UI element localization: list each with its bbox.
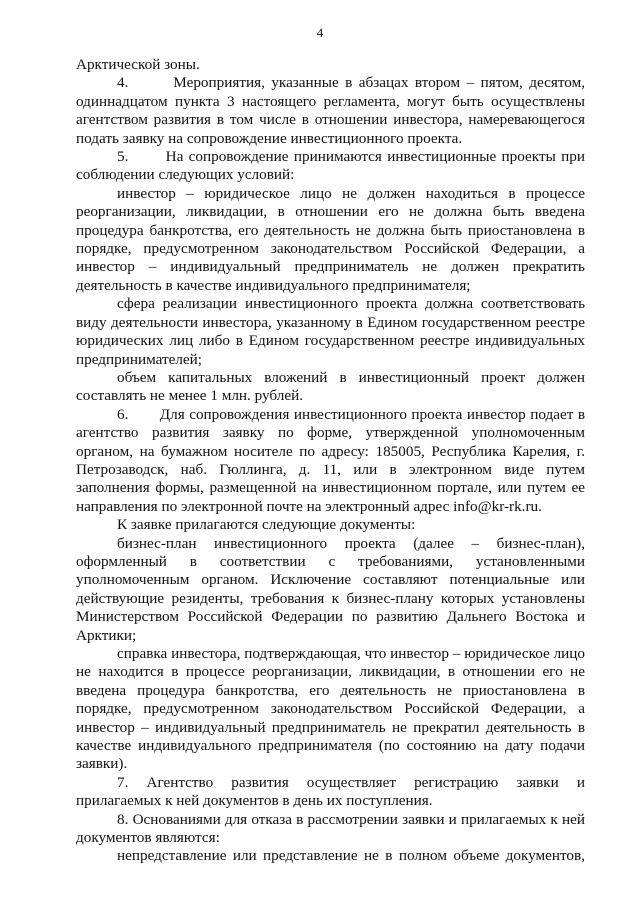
paragraph: 7. Агентство развития осуществляет регистрацию заявки и прилагаемых к ней документов в день их поступления. [76, 773, 585, 810]
paragraph: непредставление или представление не в полном объеме документов, [117, 847, 585, 865]
page-number: 4 [316, 25, 324, 40]
paragraph: 6. Для сопровождения инвестиционного проекта инвестор подает в агентство развития заявку по форме, утвержденной уполномоченным органом, на бумажном носителе по адресу: 185005, Республика Карелия, г. Петрозаводск, наб. Гюллинга, д. 11, или в электронном виде путем заполнения формы, размещенной на инвестиционном портале, или путем ее направления по электронной почте на электронный адрес info@kr-rk.ru. [76, 405, 585, 515]
paragraph: справка инвестора, подтверждающая, что инвестор – юридическое лицо не находится в процессе реорганизации, ликвидации, в отношении его не введена процедура банкротства, его деятельность не приостановлена в порядке, предусмотренном законодательством Российской Федерации, а инвестор – индивидуальный предприниматель не прекратил деятельность в качестве индивидуального предпринимателя (по состоянию на дату подачи заявки). [76, 645, 585, 773]
paragraph: Арктической зоны. [76, 56, 200, 73]
paragraph: инвестор – юридическое лицо не должен находиться в процессе реорганизации, ликвидации, в отношении его не должна быть введена процедура банкротства, его деятельность не должна быть приостановлена в порядке, предусмотренном законодательством Российской Федерации, а инвестор – индивидуальный предприниматель не должен прекратить деятельность в качестве индивидуального предпринимателя; [76, 184, 585, 294]
paragraph: объем капитальных вложений в инвестиционный проект должен составлять не менее 1 млн. рублей. [76, 368, 585, 405]
paragraph: 5. На сопровождение принимаются инвестиционные проекты при соблюдении следующих условий: [76, 148, 585, 184]
paragraph: 4. Мероприятия, указанные в абзацах втором – пятом, десятом, одиннадцатом пункта 3 настоящего регламента, могут быть осуществлены агентством развития в том числе в отношении инвестора, намеревающегося подать заявку на сопровождение инвестиционного проекта. [76, 74, 585, 147]
paragraph: бизнес-план инвестиционного проекта (далее – бизнес-план), оформленный в соответствии с требованиями, установленными уполномоченным органом. Исключение составляют потенциальные или действующие резиденты, требования к бизнес-плану которых установлены Министерством Российской Федерации по развитию Дальнего Востока и Арктики; [76, 534, 585, 644]
paragraph: сфера реализации инвестиционного проекта должна соответствовать виду деятельности инвестора, указанному в Едином государственном реестре юридических лиц либо в Едином государственном реестре индивидуальных предпринимателей; [76, 295, 585, 368]
document-body [76, 56, 585, 866]
paragraph: 8. Основаниями для отказа в рассмотрении заявки и прилагаемых к ней документов являются: [76, 810, 585, 847]
paragraph: К заявке прилагаются следующие документы: [117, 516, 416, 534]
